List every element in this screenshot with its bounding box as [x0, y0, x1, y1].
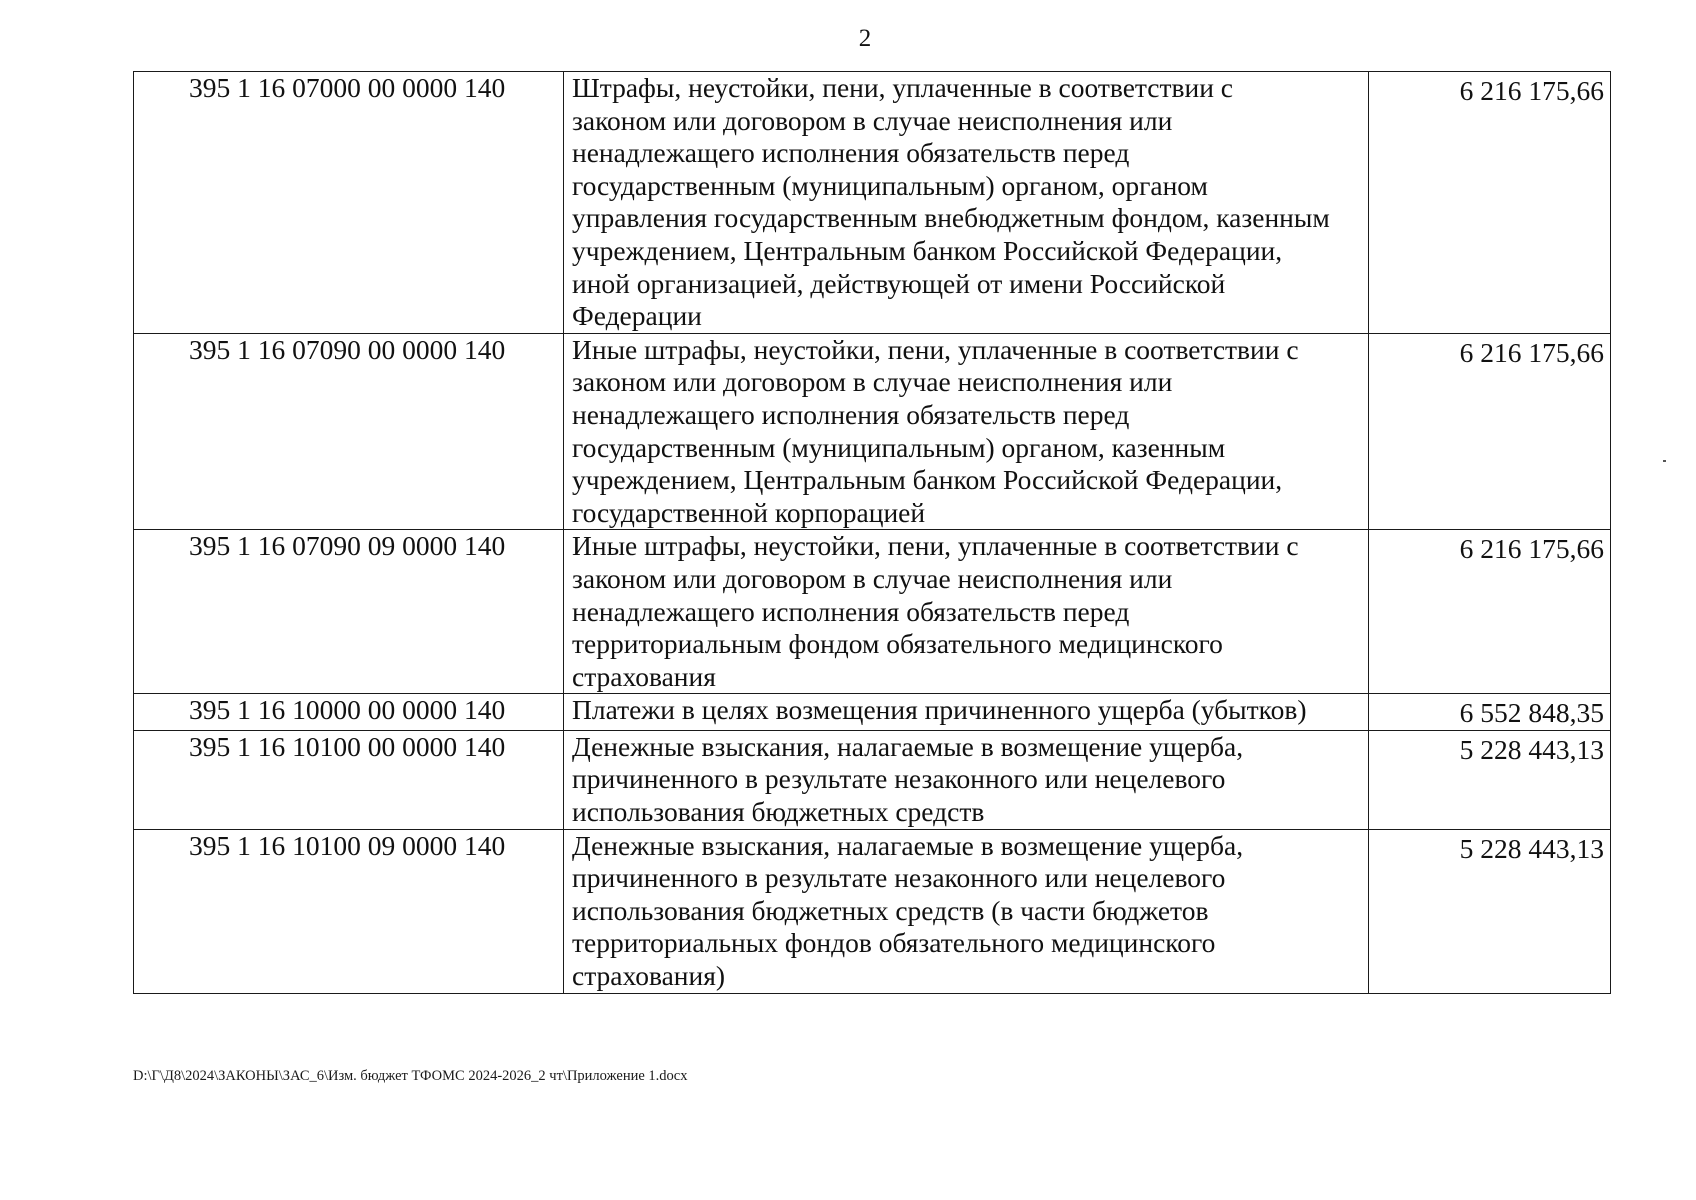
budget-code-cell: 395 1 16 10100 00 0000 140: [134, 730, 564, 829]
revenue-name-line: учреждением, Центральным банком Российской Федерации,: [572, 464, 1283, 496]
revenue-name-line: Денежные взыскания, налагаемые в возмещение ущерба,: [572, 730, 1244, 762]
amount-cell: 6 216 175,66: [1369, 333, 1611, 530]
table-row: [134, 730, 1611, 829]
amount-cell: 6 216 175,66: [1369, 530, 1611, 694]
revenue-name-line: Иные штрафы, неустойки, пени, уплаченные в соответствии с: [572, 333, 1299, 365]
scan-speck: [1663, 460, 1666, 462]
revenue-name-line: Денежные взыскания, налагаемые в возмещение ущерба,: [572, 829, 1244, 861]
revenue-name-cell: [564, 730, 1369, 829]
amount-cell: 5 228 443,13: [1369, 829, 1611, 993]
budget-code-cell: 395 1 16 07000 00 0000 140: [134, 72, 564, 334]
budget-code-cell: 395 1 16 07090 09 0000 140: [134, 530, 564, 694]
revenue-name-line: государственным (муниципальным) органом, органом: [572, 169, 1208, 201]
revenue-name-line: ненадлежащего исполнения обязательств перед: [572, 595, 1130, 627]
revenue-name-cell: [564, 530, 1369, 694]
revenue-name-cell: [564, 829, 1369, 993]
revenue-name-line: учреждением, Центральным банком Российской Федерации,: [572, 234, 1283, 266]
revenue-name-line: Федерации: [572, 300, 702, 332]
table-row: [134, 333, 1611, 530]
budget-code-cell: 395 1 16 10000 00 0000 140: [134, 694, 564, 731]
revenue-name-line: использования бюджетных средств: [572, 796, 985, 828]
revenue-name-cell: [564, 333, 1369, 530]
amount-cell: 6 552 848,35: [1369, 694, 1611, 731]
revenue-name-line: территориальных фондов обязательного медицинского: [572, 927, 1216, 959]
revenue-name-line: причиненного в результате незаконного или нецелевого: [572, 763, 1226, 795]
revenue-name-cell: [564, 694, 1369, 731]
revenue-name-line: ненадлежащего исполнения обязательств перед: [572, 398, 1130, 430]
revenue-name-line: Иные штрафы, неустойки, пени, уплаченные в соответствии с: [572, 530, 1299, 562]
amount-cell: 5 228 443,13: [1369, 730, 1611, 829]
budget-code-cell: 395 1 16 07090 00 0000 140: [134, 333, 564, 530]
table-row: [134, 694, 1611, 731]
revenue-name-line: причиненного в результате незаконного или нецелевого: [572, 862, 1226, 894]
document-file-path: D:\Г\Д8\2024\ЗАКОНЫ\ЗАС_6\Изм. бюджет ТФОМС 2024-2026_2 чт\Приложение 1.docx: [133, 1068, 688, 1084]
revenue-name-line: ненадлежащего исполнения обязательств перед: [572, 137, 1130, 169]
revenue-name-line: законом или договором в случае неисполнения или: [572, 366, 1173, 398]
budget-code-cell: 395 1 16 10100 09 0000 140: [134, 829, 564, 993]
revenue-name-line: территориальным фондом обязательного медицинского: [572, 628, 1223, 660]
revenue-name-line: использования бюджетных средств (в части бюджетов: [572, 894, 1209, 926]
revenue-name-line: законом или договором в случае неисполнения или: [572, 562, 1173, 594]
revenue-name-line: иной организацией, действующей от имени Российской: [572, 267, 1226, 299]
amount-cell: 6 216 175,66: [1369, 72, 1611, 334]
revenue-name-line: страхования): [572, 960, 726, 992]
revenue-name-line: законом или договором в случае неисполнения или: [572, 104, 1173, 136]
revenue-name-line: государственным (муниципальным) органом, казенным: [572, 431, 1226, 463]
revenue-name-line: управления государственным внебюджетным фондом, казенным: [572, 202, 1330, 234]
revenue-name-line: Платежи в целях возмещения причиненного ущерба (убытков): [572, 694, 1307, 726]
table-row: [134, 72, 1611, 334]
page-number: 2: [858, 25, 872, 52]
revenue-name-cell: [564, 72, 1369, 334]
budget-revenue-table: [133, 71, 1611, 994]
table-row: [134, 530, 1611, 694]
revenue-name-line: страхования: [572, 660, 716, 692]
revenue-name-line: Штрафы, неустойки, пени, уплаченные в соответствии с: [572, 72, 1233, 103]
table-row: [134, 829, 1611, 993]
revenue-name-line: государственной корпорацией: [572, 496, 926, 528]
